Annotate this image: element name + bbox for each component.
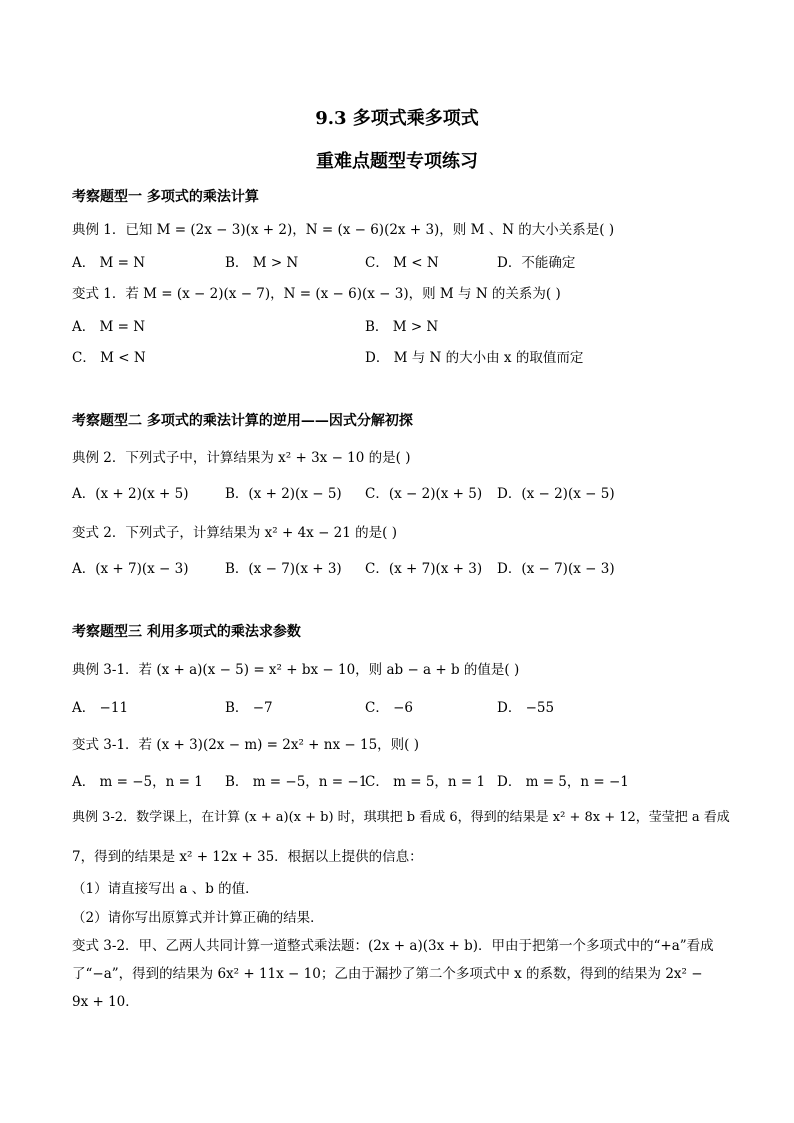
example-2-option-b: B．(x + 2)(x − 5)	[225, 486, 342, 502]
example-3-1-option-c: C． −6	[365, 700, 414, 716]
variant-1-question: 变式 1．若 M = (x − 2)(x − 7)，N = (x − 6)(x − 3)，则 M 与 N 的关系为( )	[72, 286, 561, 302]
document-subtitle: 重难点题型专项练习	[316, 151, 478, 172]
variant-2-option-d: D．(x − 7)(x − 3)	[497, 561, 615, 577]
example-2-option-a: A．(x + 2)(x + 5)	[72, 486, 189, 502]
example-3-1-option-d: D． −55	[497, 700, 555, 716]
example-2-option-c: C．(x − 2)(x + 5)	[365, 486, 483, 502]
variant-3-1-question: 变式 3-1．若 (x + 3)(2x − m) = 2x² + nx − 15，则( )	[72, 737, 419, 753]
example-2-question: 典例 2．下列式子中，计算结果为 x² + 3x − 10 的是( )	[72, 450, 411, 466]
variant-3-2-question: 变式 3-2．甲、乙两人共同计算一道整式乘法题：(2x + a)(3x + b)．甲由于把第一个多项式中的“+a”看成了“−a”，得到的结果为 6x² + 11x − 10；乙由于漏抄了第二个多项式中 x 的系数，得到的结果为 2x² − 9x + 10．	[72, 938, 714, 1010]
example-1-option-c: C． M < N	[365, 255, 439, 271]
variant-1-option-d: D． M 与 N 的大小由 x 的取值而定	[365, 350, 584, 366]
document-title: 9.3 多项式乘多项式	[315, 108, 479, 129]
variant-2-option-b: B．(x − 7)(x + 3)	[225, 561, 342, 577]
example-1-question: 典例 1．已知 M = (2x − 3)(x + 2)，N = (x − 6)(2x + 3)，则 M 、N 的大小关系是( )	[72, 222, 615, 238]
variant-2-question: 变式 2．下列式子，计算结果为 x² + 4x − 21 的是( )	[72, 525, 397, 541]
variant-1-option-a: A． M = N	[72, 319, 146, 335]
variant-2-option-c: C．(x + 7)(x + 3)	[365, 561, 483, 577]
section-heading-3: 考察题型三 利用多项式的乘法求参数	[72, 624, 301, 640]
example-2-option-d: D．(x − 2)(x − 5)	[497, 486, 615, 502]
example-3-2-line-2: 7，得到的结果是 x² + 12x + 35．根据以上提供的信息：	[72, 849, 423, 865]
variant-2-option-a: A．(x + 7)(x − 3)	[72, 561, 189, 577]
example-3-2-subquestion-1: （1）请直接写出 a 、b 的值．	[72, 881, 259, 897]
example-3-2-line-1: 典例 3-2．数学课上，在计算 (x + a)(x + b) 时，琪琪把 b 看成 6，得到的结果是 x² + 8x + 12，莹莹把 a 看成	[72, 810, 730, 825]
example-3-1-question: 典例 3-1．若 (x + a)(x − 5) = x² + bx − 10，则 ab − a + b 的值是( )	[72, 662, 520, 678]
example-1-option-b: B． M > N	[225, 255, 299, 271]
variant-1-option-b: B． M > N	[365, 319, 439, 335]
example-3-1-option-a: A． −11	[72, 700, 129, 716]
section-heading-2: 考察题型二 多项式的乘法计算的逆用——因式分解初探	[72, 413, 413, 429]
variant-1-option-c: C． M < N	[72, 350, 146, 366]
example-3-1-option-b: B． −7	[225, 700, 273, 716]
example-1-option-a: A． M = N	[72, 255, 146, 271]
variant-3-1-option-d: D． m = 5，n = −1	[497, 774, 629, 790]
example-3-2-subquestion-2: （2）请你写出原算式并计算正确的结果．	[72, 910, 324, 926]
variant-3-1-option-c: C． m = 5，n = 1	[365, 774, 486, 790]
variant-3-1-option-a: A． m = −5，n = 1	[72, 774, 203, 790]
variant-3-1-option-b: B． m = −5，n = −1	[225, 774, 368, 790]
example-1-option-d: D．不能确定	[497, 255, 576, 271]
section-heading-1: 考察题型一 多项式的乘法计算	[72, 189, 259, 205]
